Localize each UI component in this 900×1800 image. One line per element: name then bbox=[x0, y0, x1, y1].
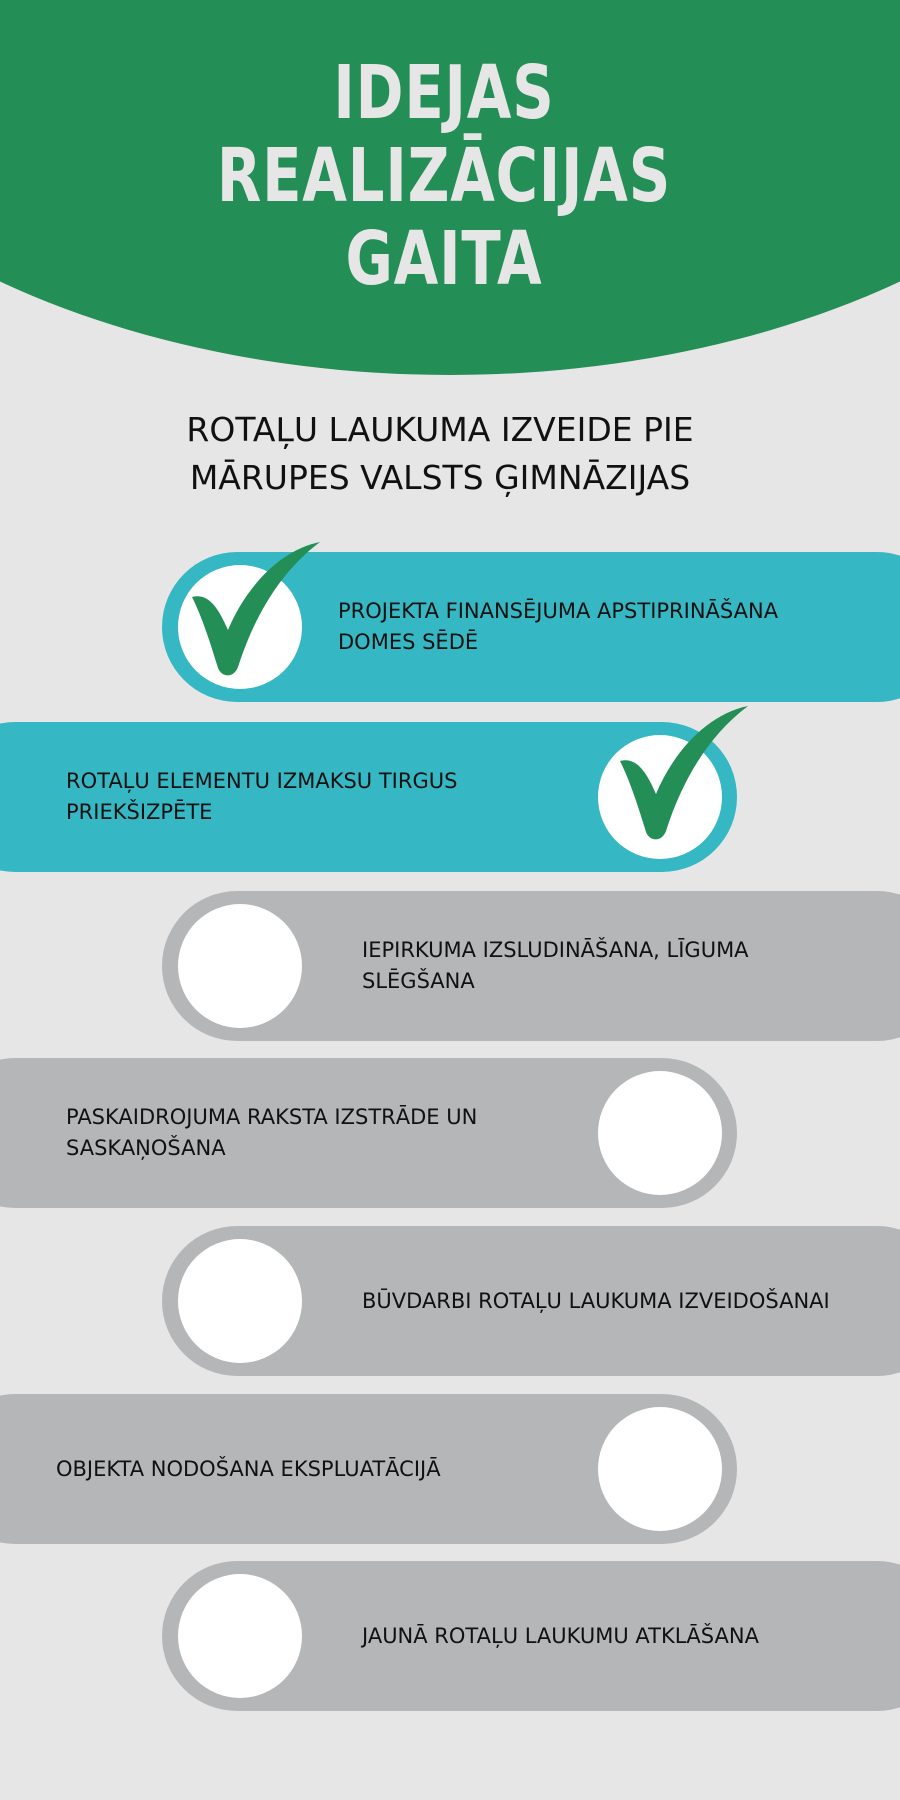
title-line: IDEJAS bbox=[333, 50, 555, 136]
step-label: JAUNĀ ROTAĻU LAUKUMU ATKLĀŠANA bbox=[362, 1623, 759, 1648]
empty-circle-icon bbox=[178, 1574, 302, 1698]
step-label: BŪVDARBI ROTAĻU LAUKUMA IZVEIDOŠANAI bbox=[362, 1288, 830, 1313]
title-line: REALIZĀCIJAS bbox=[216, 133, 672, 219]
empty-circle-icon bbox=[598, 1407, 722, 1531]
step-label: ROTAĻU ELEMENTU IZMAKSU TIRGUS PRIEKŠIZPĒTE bbox=[66, 769, 458, 824]
page-subtitle bbox=[0, 406, 880, 502]
step-card bbox=[0, 1058, 737, 1208]
step-label: PASKAIDROJUMA RAKSTA IZSTRĀDE UN SASKAŅOŠANA bbox=[66, 1105, 478, 1160]
step-card bbox=[162, 1561, 900, 1711]
step-label: OBJEKTA NODOŠANA EKSPLUATĀCIJĀ bbox=[56, 1456, 441, 1481]
empty-circle-icon bbox=[178, 904, 302, 1028]
subtitle-line: ROTAĻU LAUKUMA IZVEIDE PIE bbox=[186, 410, 694, 449]
title-line: GAITA bbox=[345, 216, 543, 302]
step-card bbox=[0, 1394, 737, 1544]
empty-circle-icon bbox=[178, 1239, 302, 1363]
checkmark-icon bbox=[608, 696, 758, 846]
subtitle-line: MĀRUPES VALSTS ĢIMNĀZIJAS bbox=[189, 458, 691, 497]
empty-circle-icon bbox=[598, 1071, 722, 1195]
checkmark-icon bbox=[180, 532, 330, 682]
step-label: IEPIRKUMA IZSLUDINĀŠANA, LĪGUMA SLĒGŠANA bbox=[362, 938, 749, 993]
page-title bbox=[98, 52, 791, 301]
step-card bbox=[162, 891, 900, 1041]
step-card bbox=[162, 1226, 900, 1376]
step-label: PROJEKTA FINANSĒJUMA APSTIPRINĀŠANA DOMES SĒDĒ bbox=[338, 599, 779, 654]
